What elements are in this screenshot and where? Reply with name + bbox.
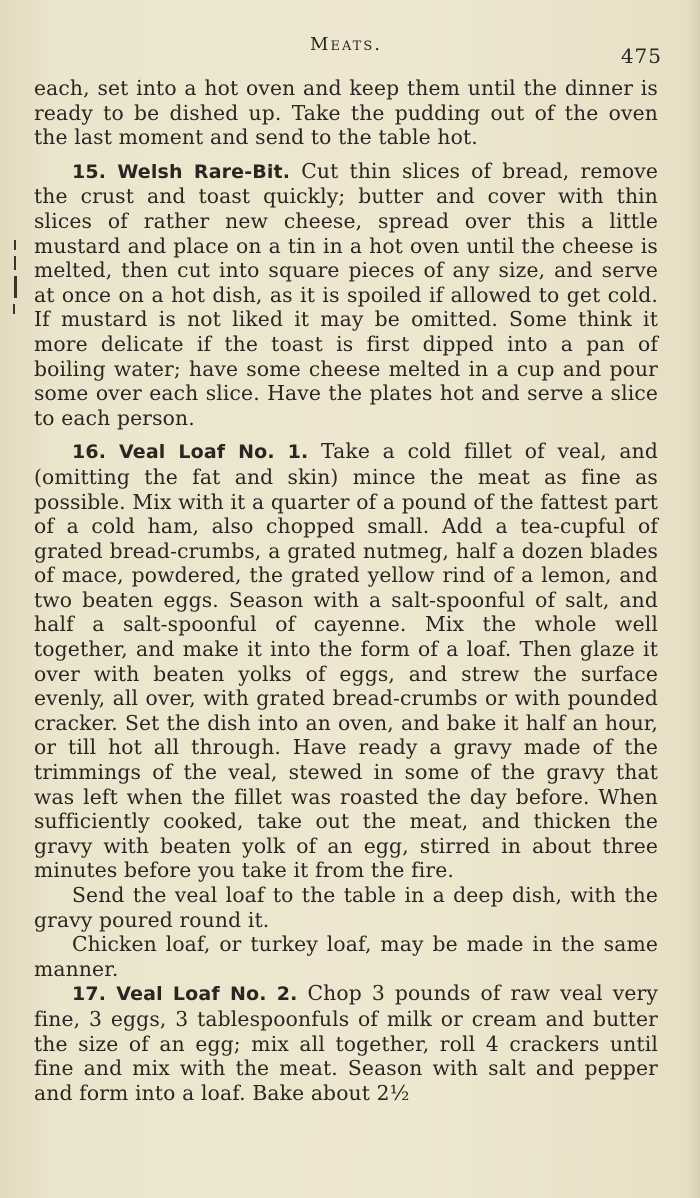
recipe-title: 17. Veal Loaf No. 2. <box>72 983 298 1006</box>
recipe-text: Cut thin slices of bread, remove the crust and toast quickly; butter and cover with thin slices of rather new cheese, spread over this a little mustard and place on a tin in a hot oven until the cheese is melted, then cut into square pieces of any size, and serve at once on a hot dish, as it is spoiled if allowed to get cold. If mustard is not liked it may be omitted. Some think it more delicate if the toast is first dipped into a pan of boiling water; have some cheese melted in a cup and pour some over each slice. Have the plates hot and serve a slice to each person. <box>34 158 658 430</box>
recipe-veal-loaf-2 <box>34 981 658 1105</box>
paragraph-text: each, set into a hot oven and keep them until the dinner is ready to be dished up. Take the pudding out of the oven the last moment and send to the table hot. <box>34 76 658 150</box>
recipe-text: Chop 3 pounds of raw veal very fine, 3 eggs, 3 tablespoonfuls of milk or cream and butter the size of an egg; mix all together, roll 4 crackers until fine and mix with the meat. Season with salt and pepper and form into a loaf. Bake about 2½ <box>34 981 658 1105</box>
recipe-welsh-rare-bit <box>34 159 658 431</box>
paragraph-serving <box>34 883 658 932</box>
recipe-text: Take a cold fillet of veal, and (omitting the fat and skin) mince the meat as fine as possible. Mix with it a quarter of a pound of the fattest part of a cold ham, also chopped small. Add a tea-cupful of grated bread-crumbs, a grated nutmeg, half a dozen blades of mace, powdered, the grated yellow rind of a lemon, and two beaten eggs. Season with a salt-spoonful of salt, and half a salt-spoonful of cayenne. Mix the whole well together, and make it into the form of a loaf. Then glaze it over with beaten yolks of eggs, and strew the surface evenly, all over, with grated bread-crumbs or with pounded cracker. Set the dish into an oven, and bake it half an hour, or till hot all through. Have ready a gravy made of the trimmings of the veal, stewed in some of the gravy that was left when the fillet was roasted the day before. When sufficiently cooked, take out the meat, and thicken the gravy with beaten yolk of an egg, stirred in about three minutes before you take it from the fire. <box>34 439 658 883</box>
page-edge-shadow <box>686 0 700 1198</box>
page-body <box>34 76 658 1105</box>
paragraph-continuation <box>34 76 658 150</box>
recipe-title: 15. Welsh Rare-Bit. <box>72 160 291 183</box>
running-head: Meats. <box>310 34 382 55</box>
paragraph-text: Send the veal loaf to the table in a deep dish, with the gravy poured round it. <box>34 883 658 932</box>
paragraph-text: Chicken loaf, or turkey loaf, may be made in the same manner. <box>34 932 658 981</box>
page-number: 475 <box>620 44 662 68</box>
paragraph-variation <box>34 932 658 981</box>
recipe-veal-loaf-1 <box>34 439 658 883</box>
page-header <box>34 30 662 76</box>
margin-pencil-marks <box>6 240 22 320</box>
recipe-title: 16. Veal Loaf No. 1. <box>72 441 309 464</box>
